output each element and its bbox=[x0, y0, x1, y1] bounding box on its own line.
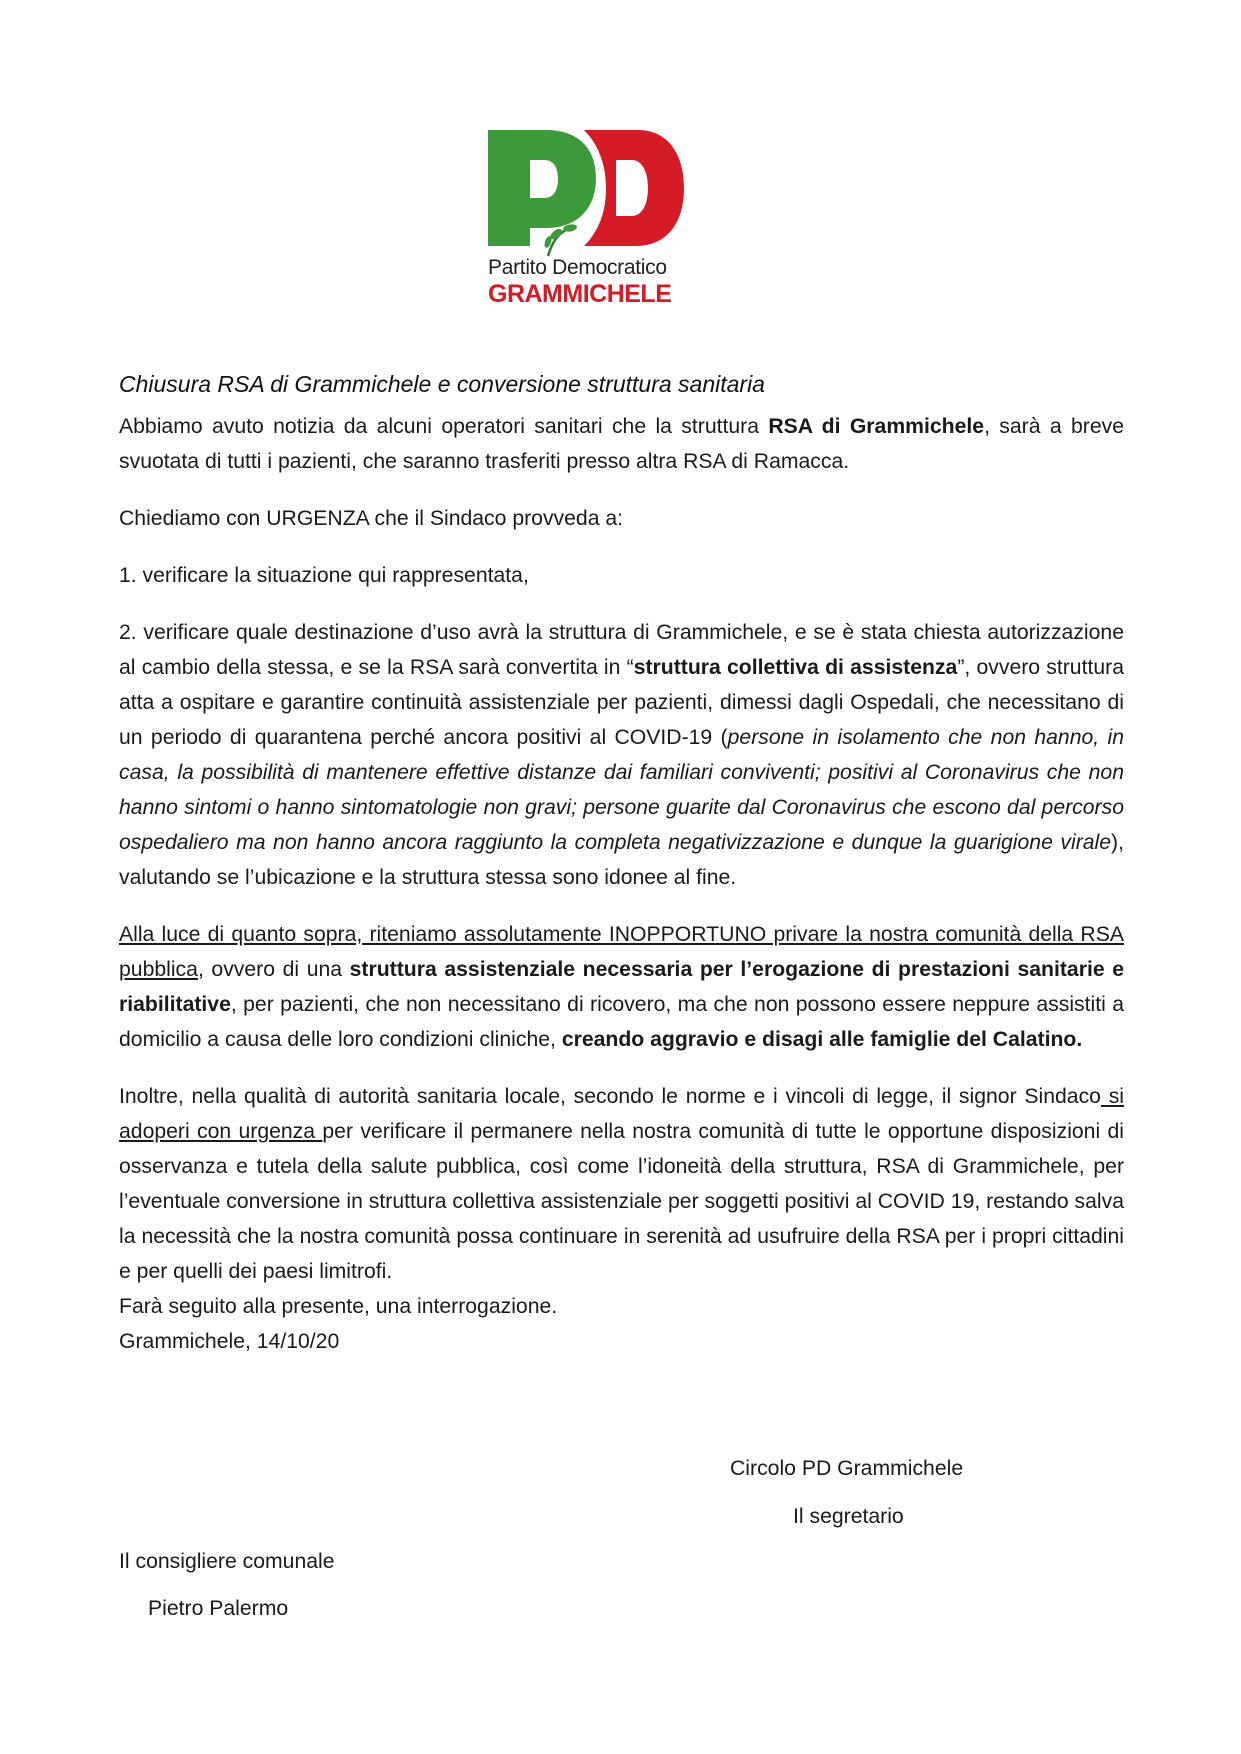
opposition-text-b: , ovvero di una bbox=[197, 958, 350, 981]
intro-text-c: , sarà a breve svuotata di tutti i pazienti, che saranno trasferiti presso altra RSA di Ramacca. bbox=[119, 415, 1124, 473]
request-text: Chiediamo con URGENZA che il Sindaco provveda a: bbox=[119, 507, 624, 530]
opposition-text-bold: struttura assistenziale necessaria per l’erogazione di prestazioni sanitarie e riabilitative bbox=[119, 958, 1124, 1016]
mayor-text-underlined: si adoperi con urgenza bbox=[119, 1085, 1124, 1143]
item2-text-italic: persone in isolamento che non hanno, in casa, la possibilità di mantenere effettive distanze dai familiari conviventi; positivi al Coronavirus che non hanno sintomi o hanno sintomatologie non gravi; persone guarite dal Coronavirus che escono dal percorso ospedaliero ma non hanno ancora raggiunto la completa negativizzazione e dunque la guarigione virale bbox=[119, 726, 1124, 854]
councillor-title: Il consigliere comunale bbox=[119, 1550, 335, 1573]
paragraph-request-mayor bbox=[119, 1079, 1124, 1289]
opposition-text-d: , per pazienti, che non necessitano di ricovero, ma che non possono essere neppure assistiti a domicilio a causa delle loro condizioni cliniche, bbox=[119, 993, 1124, 1051]
opposition-text-underlined: Alla luce di quanto sopra, riteniamo assolutamente INOPPORTUNO privare la nostra comunità della RSA pubblica bbox=[119, 923, 1124, 981]
signature-org: Circolo PD Grammichele bbox=[730, 1457, 964, 1480]
followup-line: Farà seguito alla presente, una interrogazione. bbox=[119, 1295, 558, 1318]
intro-text-bold: RSA di Grammichele bbox=[768, 415, 985, 438]
paragraph-intro bbox=[119, 409, 1124, 479]
logo-d-shape bbox=[584, 130, 684, 246]
letter-title: Chiusura RSA di Grammichele e conversione struttura sanitaria bbox=[119, 371, 765, 397]
request-line bbox=[119, 501, 1124, 536]
mayor-text-a: Inoltre, nella qualità di autorità sanitaria locale, secondo le norme e i vincoli di legge, il signor Sindaco bbox=[119, 1085, 1101, 1108]
item2-text-bold: struttura collettiva di assistenza bbox=[633, 656, 958, 679]
olive-branch-icon bbox=[543, 223, 577, 256]
list-item-1-text: 1. verificare la situazione qui rappresentata, bbox=[119, 564, 529, 587]
list-item-1 bbox=[119, 558, 1124, 593]
paragraph-opposition bbox=[119, 917, 1124, 1057]
signature-role: Il segretario bbox=[793, 1505, 904, 1528]
place-date: Grammichele, 14/10/20 bbox=[119, 1330, 340, 1353]
intro-text-a: Abbiamo avuto notizia da alcuni operatori sanitari che la struttura bbox=[119, 415, 769, 438]
mayor-text-c: per verificare il permanere nella nostra comunità di tutte le opportune disposizioni di osservanza e tutela della salute pubblica, così come l’idoneità della struttura, RSA di Grammichele, per l’eventuale conversione in struttura collettiva assistenziale per soggetti positivi al COVID 19, restando salva la necessità che la nostra comunità possa continuare in serenità ad usufruire della RSA per i propri cittadini e per quelli dei paesi limitrofi. bbox=[119, 1120, 1124, 1283]
item2-text-a: 2. verificare quale destinazione d’uso avrà la struttura di Grammichele, e se è stata chiesta autorizzazione al cambio della stessa, e se la RSA sarà convertita in “ bbox=[119, 621, 1124, 679]
councillor-name: Pietro Palermo bbox=[148, 1597, 289, 1620]
list-item-2 bbox=[119, 615, 1124, 895]
letter-body bbox=[119, 367, 1124, 1359]
logo-p-shape bbox=[488, 130, 596, 246]
logo-line-1: Partito Democratico bbox=[488, 256, 667, 279]
logo-line-2: GRAMMICHELE bbox=[488, 280, 672, 308]
item2-text-e: ), valutando se l’ubicazione e la struttura stessa sono idonee al fine. bbox=[119, 831, 1124, 889]
opposition-text-bold-end: creando aggravio e disagi alle famiglie del Calatino. bbox=[561, 1028, 1083, 1051]
item2-text-c: ”, ovvero struttura atta a ospitare e garantire continuità assistenziale per pazienti, dimessi dagli Ospedali, che necessitano di un periodo di quarantena perché ancora positivi al COVID-19 ( bbox=[119, 656, 1124, 749]
